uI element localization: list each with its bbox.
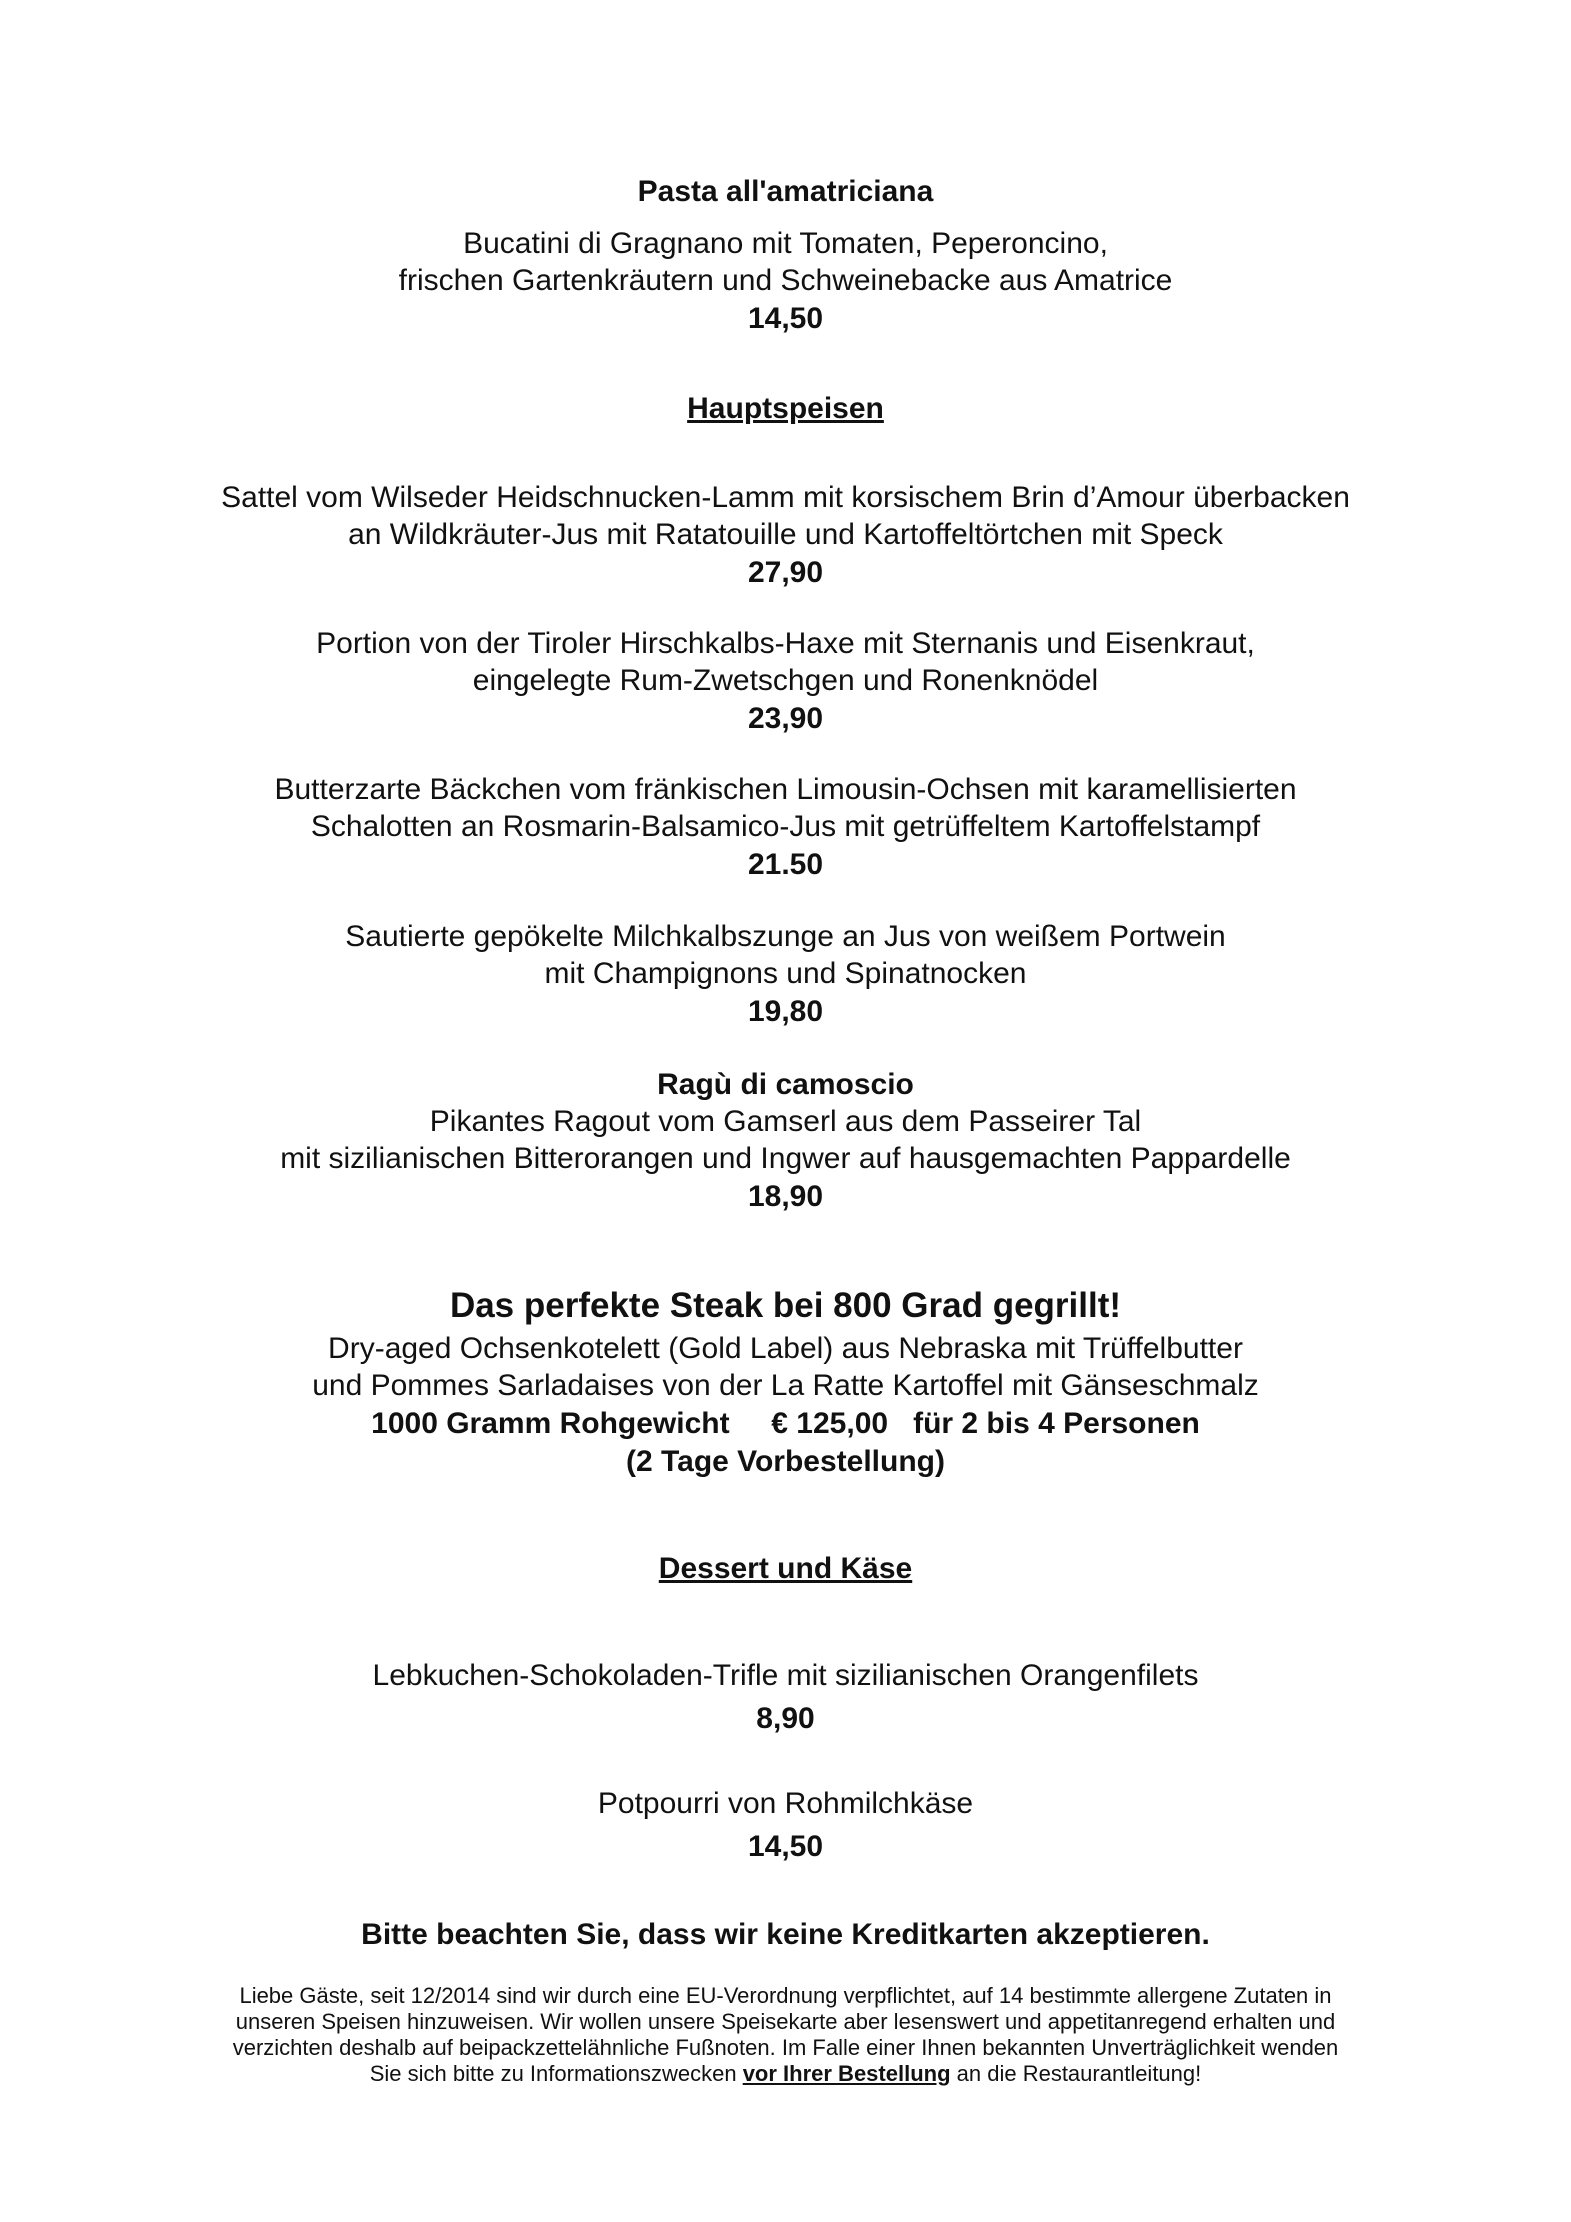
haxe-desc-line2: eingelegte Rum-Zwetschgen und Ronenknödel: [472, 664, 1099, 697]
baeckchen-price: 21.50: [747, 848, 824, 881]
ragu-title: Ragù di camoscio: [657, 1068, 914, 1101]
ragu-desc-line1: Pikantes Ragout vom Gamserl aus dem Passeirer Tal: [429, 1105, 1142, 1138]
steak-desc-line1: Dry-aged Ochsenkotelett (Gold Label) aus Nebraska mit Trüffelbutter: [328, 1332, 1243, 1365]
steak-price-line: [0, 1405, 1571, 1442]
haxe-desc-line1: Portion von der Tiroler Hirschkalbs-Haxe mit Sternanis und Eisenkraut,: [316, 627, 1255, 660]
steak-weight: 1000 Gramm Rohgewicht: [371, 1407, 730, 1440]
allergen-line4-post: an die Restaurantleitung!: [950, 2061, 1202, 2086]
dessert-heading: Dessert und Käse: [658, 1552, 913, 1585]
steak-preorder-note: (2 Tage Vorbestellung): [626, 1445, 945, 1478]
baeckchen-desc-line1: Butterzarte Bäckchen vom fränkischen Limousin-Ochsen mit karamellisierten: [274, 773, 1297, 806]
allergen-line1: Liebe Gäste, seit 12/2014 sind wir durch eine EU-Verordnung verpflichtet, auf 14 bestimmte allergene Zutaten in: [239, 1983, 1332, 2008]
trifle-price: 8,90: [756, 1702, 815, 1735]
pasta-desc-line2: frischen Gartenkräutern und Schweinebacke aus Amatrice: [398, 264, 1173, 297]
zunge-price: 19,80: [747, 995, 824, 1028]
kaese-desc: Potpourri von Rohmilchkäse: [597, 1787, 974, 1820]
allergen-line4: [0, 2061, 1571, 2087]
kaese-price: 14,50: [747, 1830, 824, 1863]
trifle-desc: Lebkuchen-Schokoladen-Trifle mit sizilianischen Orangenfilets: [372, 1659, 1199, 1692]
hauptspeisen-heading: Hauptspeisen: [687, 392, 884, 425]
steak-price: € 125,00: [771, 1407, 889, 1440]
credit-card-notice: Bitte beachten Sie, dass wir keine Kreditkarten akzeptieren.: [361, 1918, 1210, 1951]
lamm-desc-line1: Sattel vom Wilseder Heidschnucken-Lamm mit korsischem Brin d’Amour überbacken: [221, 481, 1350, 514]
pasta-desc-line1: Bucatini di Gragnano mit Tomaten, Peperoncino,: [463, 227, 1108, 260]
allergen-line4-pre: Sie sich bitte zu Informationszwecken: [369, 2061, 743, 2086]
pasta-title: Pasta all'amatriciana: [637, 175, 934, 208]
allergen-line2: unseren Speisen hinzuweisen. Wir wollen unsere Speisekarte aber lesenswert und appetitanregend erhalten und: [235, 2009, 1336, 2034]
zunge-desc-line2: mit Champignons und Spinatnocken: [544, 957, 1027, 990]
allergen-line3: verzichten deshalb auf beipackzettelähnliche Fußnoten. Im Falle einer Ihnen bekannten Unverträglichkeit wenden: [232, 2035, 1339, 2060]
baeckchen-desc-line2: Schalotten an Rosmarin-Balsamico-Jus mit getrüffeltem Kartoffelstampf: [310, 810, 1261, 843]
ragu-price: 18,90: [747, 1180, 824, 1213]
allergen-emphasis: vor Ihrer Bestellung: [742, 2061, 951, 2086]
haxe-price: 23,90: [747, 702, 824, 735]
pasta-price: 14,50: [747, 302, 824, 335]
steak-persons: für 2 bis 4 Personen: [913, 1407, 1200, 1440]
ragu-desc-line2: mit sizilianischen Bitterorangen und Ingwer auf hausgemachten Pappardelle: [280, 1142, 1291, 1175]
steak-desc-line2: und Pommes Sarladaises von der La Ratte Kartoffel mit Gänseschmalz: [312, 1369, 1259, 1402]
lamm-desc-line2: an Wildkräuter-Jus mit Ratatouille und Kartoffeltörtchen mit Speck: [348, 518, 1223, 551]
zunge-desc-line1: Sautierte gepökelte Milchkalbszunge an Jus von weißem Portwein: [345, 920, 1226, 953]
steak-title: Das perfekte Steak bei 800 Grad gegrillt!: [449, 1286, 1122, 1325]
lamm-price: 27,90: [747, 556, 824, 589]
